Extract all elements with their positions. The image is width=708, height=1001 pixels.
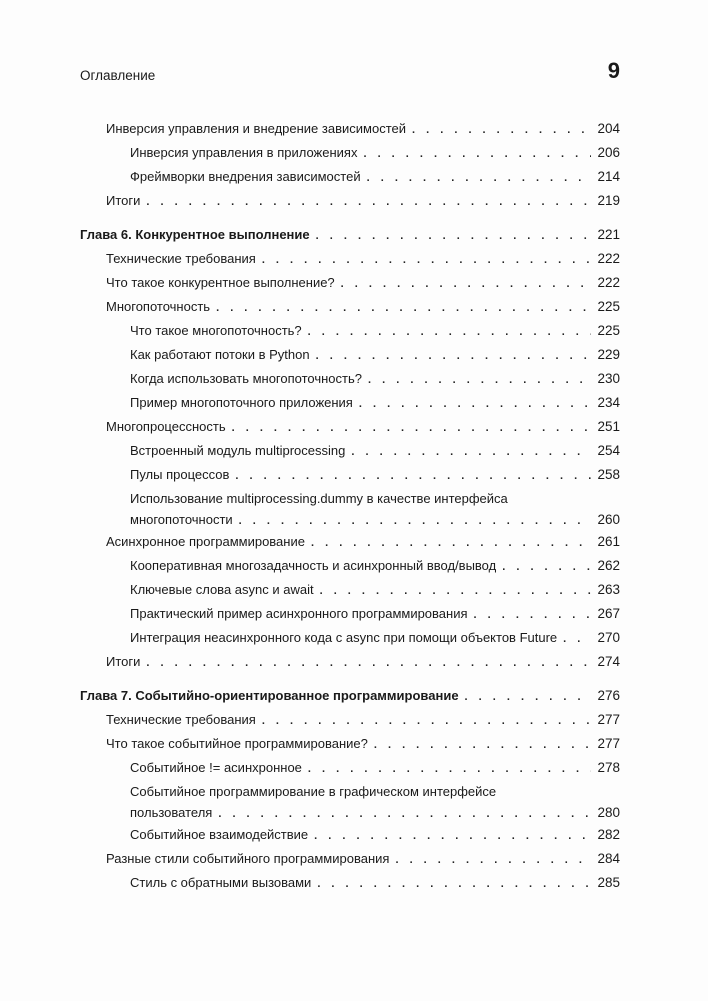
toc-entry[interactable]	[130, 440, 620, 464]
dot-leader	[395, 850, 591, 871]
toc-entry-page: 280	[597, 805, 620, 820]
dot-leader	[262, 250, 592, 271]
dot-leader	[262, 711, 592, 732]
page-number: 9	[607, 58, 620, 83]
dot-leader	[232, 418, 592, 439]
toc-entry-page: 277	[597, 712, 620, 727]
toc-chapter-entry[interactable]	[80, 685, 620, 709]
toc-entry-title: Как работают потоки в Python	[130, 344, 316, 365]
toc-entry-page: 225	[597, 323, 620, 338]
toc-entry[interactable]	[106, 416, 620, 440]
toc-entry[interactable]	[106, 118, 620, 142]
dot-leader	[474, 605, 592, 626]
toc-entry-page: 222	[597, 275, 620, 290]
toc-entry-title: Инверсия управления в приложениях	[130, 142, 363, 163]
toc-entry-title: Асинхронное программирование	[106, 531, 311, 552]
toc-entry-title: Технические требования	[106, 248, 262, 269]
dot-leader	[239, 511, 592, 532]
toc-entry-page: 204	[597, 121, 620, 136]
toc-entry-title: Событийное != асинхронное	[130, 757, 308, 778]
toc-entry[interactable]	[106, 733, 620, 757]
toc-entry[interactable]	[130, 579, 620, 603]
toc-entry-page: 219	[597, 193, 620, 208]
toc-entry-page: 229	[597, 347, 620, 362]
dot-leader	[218, 804, 591, 825]
toc-entry[interactable]	[106, 709, 620, 733]
dot-leader	[146, 653, 591, 674]
dot-leader	[320, 581, 592, 602]
toc-entry-page: 263	[597, 582, 620, 597]
toc-entry[interactable]	[130, 344, 620, 368]
dot-leader	[359, 394, 592, 415]
toc-entry-title: Что такое конкурентное выполнение?	[106, 272, 341, 293]
toc-entry-title: Разные стили событийного программирования	[106, 848, 395, 869]
toc-entry-title: Инверсия управления и внедрение зависимостей	[106, 118, 412, 139]
toc-entry-page: 285	[597, 875, 620, 890]
toc-entry-page: 234	[597, 395, 620, 410]
table-of-contents	[0, 118, 708, 896]
dot-leader	[311, 533, 592, 554]
toc-entry-title: многопоточности	[130, 509, 239, 530]
dot-leader	[351, 442, 591, 463]
dot-leader	[374, 735, 592, 756]
toc-entry-page: 262	[597, 558, 620, 573]
toc-entry-page: 282	[597, 827, 620, 842]
toc-entry-page: 225	[597, 299, 620, 314]
toc-entry[interactable]	[130, 320, 620, 344]
toc-entry-title: Стиль с обратными вызовами	[130, 872, 317, 893]
toc-entry-page: 254	[597, 443, 620, 458]
toc-entry[interactable]	[106, 248, 620, 272]
toc-entry-title: Итоги	[106, 651, 146, 672]
dot-leader	[341, 274, 592, 295]
toc-entry-title: Кооперативная многозадачность и асинхронный ввод/вывод	[130, 555, 502, 576]
toc-entry-title-line1: Событийное программирование в графическом интерфейсе	[130, 784, 497, 799]
dot-leader	[146, 192, 591, 213]
toc-entry[interactable]	[130, 368, 620, 392]
toc-entry-title: Что такое многопоточность?	[130, 320, 308, 341]
toc-entry[interactable]	[106, 848, 620, 872]
toc-entry-title: Когда использовать многопоточность?	[130, 368, 368, 389]
dot-leader	[316, 226, 592, 247]
toc-entry-page: 284	[597, 851, 620, 866]
toc-entry-page: 267	[597, 606, 620, 621]
toc-entry-page: 276	[597, 688, 620, 703]
dot-leader	[502, 557, 591, 578]
dot-leader	[412, 120, 591, 141]
toc-entry[interactable]	[130, 603, 620, 627]
toc-entry-page: 214	[597, 169, 620, 184]
toc-entry[interactable]	[130, 488, 620, 531]
toc-entry[interactable]	[130, 555, 620, 579]
toc-entry-title: Итоги	[106, 190, 146, 211]
toc-entry-page: 278	[597, 760, 620, 775]
toc-entry-title: Многопоточность	[106, 296, 216, 317]
toc-entry-page: 260	[597, 512, 620, 527]
toc-entry-title: Технические требования	[106, 709, 262, 730]
toc-entry[interactable]	[130, 781, 620, 824]
dot-leader	[317, 874, 591, 895]
dot-leader	[363, 144, 591, 165]
toc-entry[interactable]	[106, 296, 620, 320]
dot-leader	[308, 322, 592, 343]
toc-entry[interactable]	[106, 651, 620, 675]
toc-entry-title: Встроенный модуль multiprocessing	[130, 440, 351, 461]
toc-entry[interactable]	[130, 142, 620, 166]
dot-leader	[367, 168, 592, 189]
toc-entry[interactable]	[130, 757, 620, 781]
toc-entry-title: пользователя	[130, 802, 218, 823]
toc-entry-page: 222	[597, 251, 620, 266]
dot-leader	[563, 629, 591, 650]
toc-entry[interactable]	[130, 392, 620, 416]
dot-leader	[314, 826, 591, 847]
toc-entry-title: Пулы процессов	[130, 464, 235, 485]
toc-entry[interactable]	[106, 531, 620, 555]
toc-entry-page: 206	[597, 145, 620, 160]
toc-entry-title: Многопроцессность	[106, 416, 232, 437]
toc-entry-title: Что такое событийное программирование?	[106, 733, 374, 754]
toc-entry-title: Интеграция неасинхронного кода с async при помощи объектов Future	[130, 627, 563, 648]
toc-entry-title: Пример многопоточного приложения	[130, 392, 359, 413]
toc-entry-page: 261	[597, 534, 620, 549]
toc-entry-page: 270	[597, 630, 620, 645]
toc-entry-title-line1: Использование multiprocessing.dummy в качестве интерфейса	[130, 491, 508, 506]
dot-leader	[368, 370, 591, 391]
toc-entry-page: 221	[597, 227, 620, 242]
toc-entry[interactable]	[106, 190, 620, 214]
toc-entry-title: Событийное взаимодействие	[130, 824, 314, 845]
toc-entry[interactable]	[130, 166, 620, 190]
toc-entry[interactable]	[130, 872, 620, 896]
toc-entry-page: 274	[597, 654, 620, 669]
toc-entry[interactable]	[106, 272, 620, 296]
dot-leader	[465, 687, 592, 708]
toc-entry-page: 230	[597, 371, 620, 386]
dot-leader	[216, 298, 591, 319]
toc-entry-title: Ключевые слова async и await	[130, 579, 320, 600]
chapter-gap	[0, 675, 708, 685]
toc-entry[interactable]	[130, 464, 620, 488]
chapter-gap	[0, 214, 708, 224]
dot-leader	[316, 346, 592, 367]
page-header	[80, 58, 620, 88]
running-title: Оглавление	[80, 68, 156, 83]
toc-entry-page: 251	[597, 419, 620, 434]
dot-leader	[235, 466, 591, 487]
toc-entry-title: Глава 7. Событийно-ориентированное программирование	[80, 685, 465, 706]
toc-entry-page: 277	[597, 736, 620, 751]
toc-entry-title: Глава 6. Конкурентное выполнение	[80, 224, 316, 245]
toc-entry-title: Фреймворки внедрения зависимостей	[130, 166, 367, 187]
toc-entry[interactable]	[130, 627, 620, 651]
toc-chapter-entry[interactable]	[80, 224, 620, 248]
dot-leader	[308, 759, 592, 780]
toc-entry-title: Практический пример асинхронного программирования	[130, 603, 474, 624]
toc-entry[interactable]	[130, 824, 620, 848]
toc-entry-page: 258	[597, 467, 620, 482]
